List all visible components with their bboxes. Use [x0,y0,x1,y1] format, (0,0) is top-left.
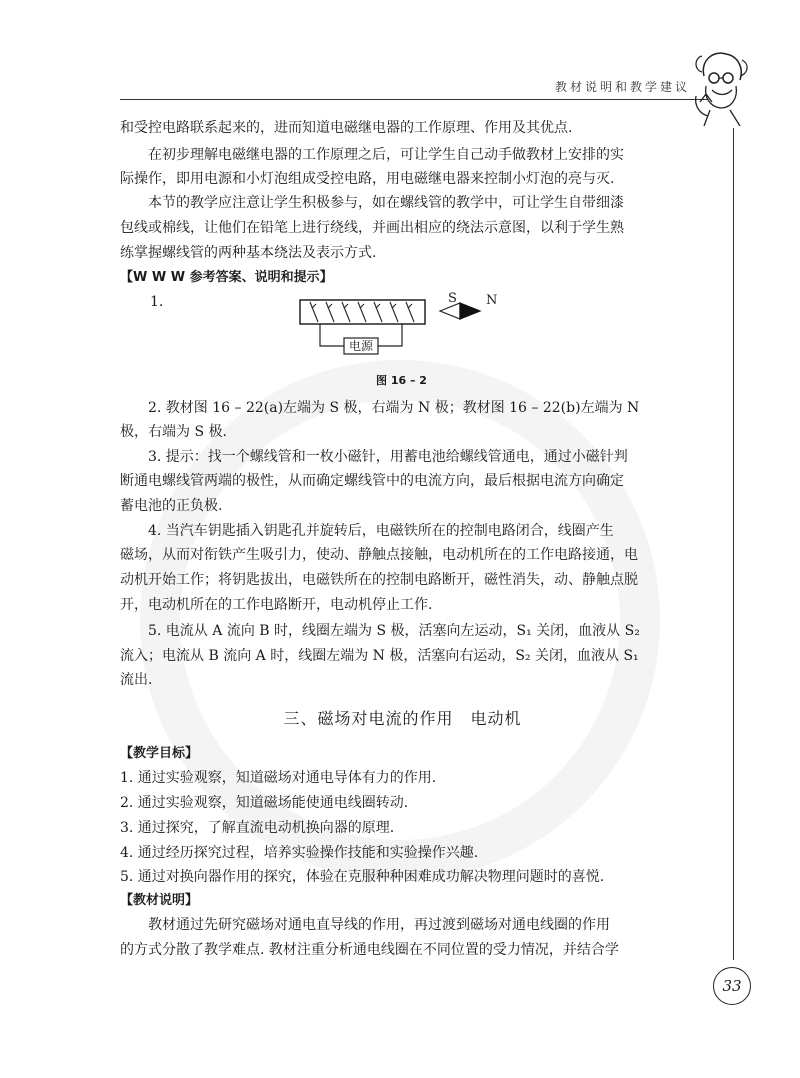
text-line: 教材通过先研究磁场对通电直导线的作用，再过渡到磁场对通电线圈的作用 [148,917,610,933]
text-line: 流入；电流从 B 流向 A 时，线圈左端为 N 极，活塞向右运动，S₂ 关闭，血液从 S₁ [120,648,639,664]
text-line: 流出. [120,672,153,688]
text-line: 的方式分散了教学难点. 教材注重分析通电线圈在不同位置的受力情况，并结合学 [120,942,619,958]
text-line: 5. 电流从 A 流向 B 时，线圈左端为 S 极，活塞向左运动，S₁ 关闭，血液从 S₂ [148,623,640,639]
compass-north-half [460,303,480,319]
header-rule [120,99,708,100]
goal-item: 5. 通过对换向器作用的探究，体验在克服种种困难成功解决物理问题时的喜悦. [120,869,605,885]
text-line: 2. 教材图 16 – 22(a)左端为 S 极，右端为 N 极；教材图 16 – 22(b)左端为 N [148,400,640,416]
answers-heading: 【W W W 参考答案、说明和提示】 [120,270,333,285]
goal-item: 1. 通过实验观察，知道磁场对通电导体有力的作用. [120,770,437,786]
figure-caption: 图 16 – 2 [376,374,427,387]
margin-rule [733,128,734,960]
text-line: 在初步理解电磁继电器的工作原理之后，可让学生自己动手做教材上安排的实 [148,147,624,163]
text-line: 断通电螺线管两端的极性，从而确定螺线管中的电流方向，最后根据电流方向确定 [120,473,624,489]
running-header: 教材说明和教学建议 [555,80,691,94]
text-line: 本节的教学应注意让学生积极参与，如在螺线管的教学中，可让学生自带细漆 [148,195,624,211]
text-line: 际操作，即用电源和小灯泡组成受控电路，用电磁继电器来控制小灯泡的亮与灭. [120,171,615,187]
goals-heading: 【教学目标】 [120,746,199,761]
scholar-illustration-icon [690,46,752,126]
goal-item: 3. 通过探究，了解直流电动机换向器的原理. [120,820,395,836]
text-line: 4. 当汽车钥匙插入钥匙孔并旋转后，电磁铁所在的控制电路闭合，线圈产生 [148,523,614,539]
goal-item: 2. 通过实验观察，知道磁场能使通电线圈转动. [120,795,409,811]
answer-1-number: 1. [150,294,164,310]
page-number: 33 [713,967,751,1005]
s-pole-label: S [448,292,457,306]
text-line: 包线或棉线，让他们在铅笔上进行绕线，并画出相应的绕法示意图，以利于学生熟 [120,220,624,236]
goal-item: 4. 通过经历探究过程，培养实验操作技能和实验操作兴趣. [120,845,479,861]
text-line: 动机开始工作；将钥匙拔出，电磁铁所在的控制电路断开，磁性消失，动、静触点脱 [120,572,638,588]
power-source-label: 电源 [348,339,374,353]
text-line: 3. 提示：找一个螺线管和一枚小磁针，用蓄电池给螺线管通电，通过小磁针判 [148,449,628,465]
text-line: 蓄电池的正负极. [120,498,223,514]
text-line: 和受控电路联系起来的，进而知道电磁继电器的工作原理、作用及其优点. [120,120,573,136]
text-line: 磁场，从而对衔铁产生吸引力，使动、静触点接触，电动机所在的工作电路接通，电 [120,547,638,563]
solenoid-circuit-diagram [290,292,510,370]
text-line: 极，右端为 S 极. [120,424,227,440]
material-heading: 【教材说明】 [120,893,199,908]
text-line: 开，电动机所在的工作电路断开，电动机停止工作. [120,597,433,613]
section-title: 三、磁场对电流的作用 电动机 [283,709,522,728]
n-pole-label: N [486,293,498,308]
text-line: 练掌握螺线管的两种基本绕法及表示方式. [120,245,377,261]
